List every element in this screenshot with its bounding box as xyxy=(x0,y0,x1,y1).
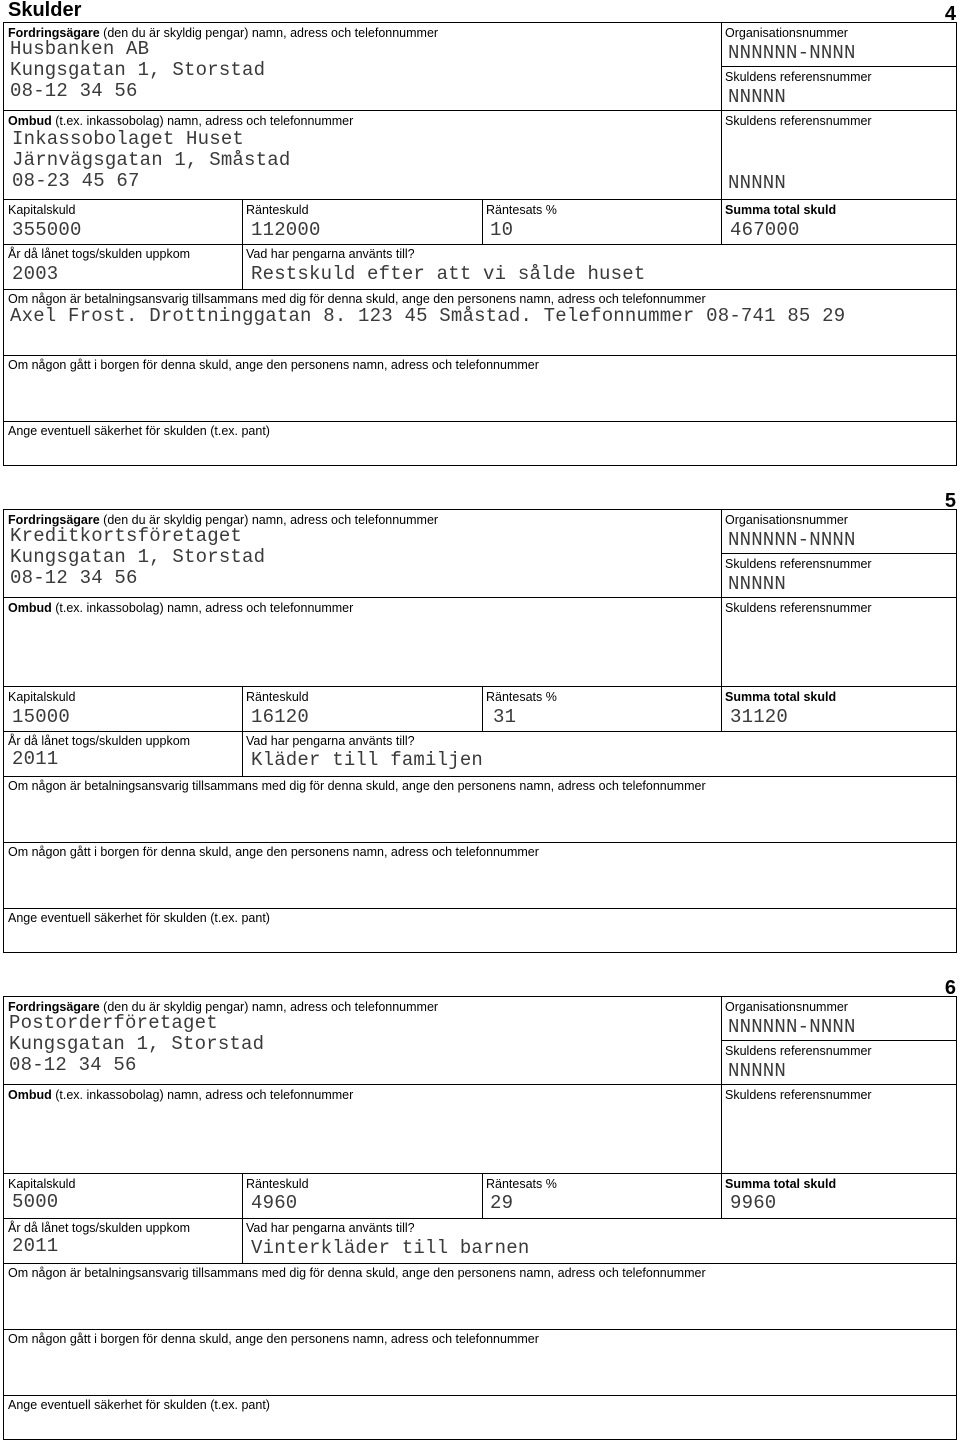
collateral-label: Ange eventuell säkerhet för skulden (t.ex. pant) xyxy=(8,911,270,925)
debt-number: 5 xyxy=(944,490,956,512)
interest-debt-field[interactable]: 112000 xyxy=(251,219,321,241)
money-used-for-field[interactable]: Restskuld efter att vi sålde huset xyxy=(251,263,646,285)
money-used-for-field[interactable]: Kläder till familjen xyxy=(251,749,484,771)
org-number-field[interactable]: NNNNNN-NNNN xyxy=(728,42,856,64)
creditor-name[interactable]: Husbanken AB xyxy=(10,38,150,60)
year-taken-label: År då lånet togs/skulden uppkom xyxy=(8,1221,191,1235)
interest-rate-label: Räntesats % xyxy=(486,690,557,704)
debt-number: 4 xyxy=(944,3,956,25)
creditor-address[interactable]: Kungsgatan 1, Storstad xyxy=(10,59,266,81)
collateral-label: Ange eventuell säkerhet för skulden (t.ex. pant) xyxy=(8,424,270,438)
creditor-label: Fordringsägare (den du är skyldig pengar) namn, adress och telefonnummer xyxy=(8,1000,439,1014)
agent-reference-label: Skuldens referensnummer xyxy=(725,114,872,128)
interest-rate-field[interactable]: 10 xyxy=(490,219,514,241)
org-number-label: Organisationsnummer xyxy=(725,513,848,527)
capital-debt-label: Kapitalskuld xyxy=(8,203,76,217)
creditor-label: Fordringsägare (den du är skyldig pengar) namn, adress och telefonnummer xyxy=(8,26,439,40)
interest-rate-label: Räntesats % xyxy=(486,203,557,217)
interest-rate-field[interactable]: 31 xyxy=(493,706,517,728)
total-debt-label: Summa total skuld xyxy=(725,203,837,217)
guarantor-label: Om någon gått i borgen för denna skuld, ange den personens namn, adress och telefonnummer xyxy=(8,845,539,859)
total-debt-field[interactable]: 467000 xyxy=(730,219,800,241)
money-used-for-label: Vad har pengarna använts till? xyxy=(246,1221,415,1235)
interest-rate-field[interactable]: 29 xyxy=(490,1192,514,1214)
agent-name[interactable]: Inkassobolaget Huset xyxy=(12,128,245,150)
agent-label: Ombud (t.ex. inkassobolag) namn, adress och telefonnummer xyxy=(8,114,354,128)
debt-reference-label: Skuldens referensnummer xyxy=(725,70,872,84)
year-taken-label: År då lånet togs/skulden uppkom xyxy=(8,734,191,748)
debt-form xyxy=(3,22,957,466)
agent-phone[interactable]: 08-23 45 67 xyxy=(12,170,140,192)
creditor-phone[interactable]: 08-12 34 56 xyxy=(10,80,138,102)
co-debtor-field[interactable]: Axel Frost. Drottninggatan 8. 123 45 Småstad. Telefonnummer 08-741 85 29 xyxy=(10,305,846,327)
debt-form xyxy=(3,996,957,1440)
debt-number: 6 xyxy=(944,977,956,999)
interest-debt-label: Ränteskuld xyxy=(246,1177,309,1191)
debt-reference-field[interactable]: NNNNN xyxy=(728,1060,787,1082)
capital-debt-field[interactable]: 5000 xyxy=(12,1191,59,1213)
debt-reference-label: Skuldens referensnummer xyxy=(725,1044,872,1058)
debt-reference-field[interactable]: NNNNN xyxy=(728,86,787,108)
creditor-address[interactable]: Kungsgatan 1, Storstad xyxy=(10,546,266,568)
guarantor-label: Om någon gått i borgen för denna skuld, ange den personens namn, adress och telefonnummer xyxy=(8,358,539,372)
co-debtor-label: Om någon är betalningsansvarig tillsammans med dig för denna skuld, ange den personens namn, adress och telefonnummer xyxy=(8,779,706,793)
agent-reference-label: Skuldens referensnummer xyxy=(725,1088,872,1102)
org-number-label: Organisationsnummer xyxy=(725,1000,848,1014)
interest-rate-label: Räntesats % xyxy=(486,1177,557,1191)
agent-reference-label: Skuldens referensnummer xyxy=(725,601,872,615)
interest-debt-label: Ränteskuld xyxy=(246,203,309,217)
agent-label: Ombud (t.ex. inkassobolag) namn, adress och telefonnummer xyxy=(8,601,354,615)
debt-form xyxy=(3,509,957,953)
org-number-field[interactable]: NNNNNN-NNNN xyxy=(728,529,856,551)
year-taken-field[interactable]: 2011 xyxy=(12,1235,59,1257)
org-number-label: Organisationsnummer xyxy=(725,26,848,40)
creditor-phone[interactable]: 08-12 34 56 xyxy=(10,567,138,589)
money-used-for-field[interactable]: Vinterkläder till barnen xyxy=(251,1237,530,1259)
guarantor-label: Om någon gått i borgen för denna skuld, ange den personens namn, adress och telefonnummer xyxy=(8,1332,539,1346)
total-debt-field[interactable]: 31120 xyxy=(730,706,789,728)
co-debtor-label: Om någon är betalningsansvarig tillsammans med dig för denna skuld, ange den personens namn, adress och telefonnummer xyxy=(8,1266,706,1280)
collateral-label: Ange eventuell säkerhet för skulden (t.ex. pant) xyxy=(8,1398,270,1412)
page-title: Skulder xyxy=(8,0,82,21)
year-taken-label: År då lånet togs/skulden uppkom xyxy=(8,247,191,261)
year-taken-field[interactable]: 2011 xyxy=(12,748,59,770)
year-taken-field[interactable]: 2003 xyxy=(12,263,59,285)
interest-debt-field[interactable]: 4960 xyxy=(251,1192,298,1214)
agent-label: Ombud (t.ex. inkassobolag) namn, adress och telefonnummer xyxy=(8,1088,354,1102)
total-debt-label: Summa total skuld xyxy=(725,1177,837,1191)
money-used-for-label: Vad har pengarna använts till? xyxy=(246,734,415,748)
total-debt-label: Summa total skuld xyxy=(725,690,837,704)
interest-debt-field[interactable]: 16120 xyxy=(251,706,310,728)
creditor-name[interactable]: Kreditkortsföretaget xyxy=(10,525,243,547)
debt-reference-field[interactable]: NNNNN xyxy=(728,573,787,595)
capital-debt-field[interactable]: 355000 xyxy=(12,219,82,241)
capital-debt-label: Kapitalskuld xyxy=(8,1177,76,1191)
interest-debt-label: Ränteskuld xyxy=(246,690,309,704)
capital-debt-field[interactable]: 15000 xyxy=(12,706,71,728)
debt-reference-label: Skuldens referensnummer xyxy=(725,557,872,571)
co-debtor-label: Om någon är betalningsansvarig tillsammans med dig för denna skuld, ange den personens namn, adress och telefonnummer xyxy=(8,292,706,306)
agent-reference-field[interactable]: NNNNN xyxy=(728,172,787,194)
agent-address[interactable]: Järnvägsgatan 1, Småstad xyxy=(12,149,291,171)
creditor-name[interactable]: Postorderföretaget xyxy=(9,1012,218,1034)
org-number-field[interactable]: NNNNNN-NNNN xyxy=(728,1016,856,1038)
total-debt-field[interactable]: 9960 xyxy=(730,1192,777,1214)
creditor-address[interactable]: Kungsgatan 1, Storstad xyxy=(9,1033,265,1055)
creditor-label: Fordringsägare (den du är skyldig pengar) namn, adress och telefonnummer xyxy=(8,513,439,527)
creditor-phone[interactable]: 08-12 34 56 xyxy=(9,1054,137,1076)
money-used-for-label: Vad har pengarna använts till? xyxy=(246,247,415,261)
capital-debt-label: Kapitalskuld xyxy=(8,690,76,704)
